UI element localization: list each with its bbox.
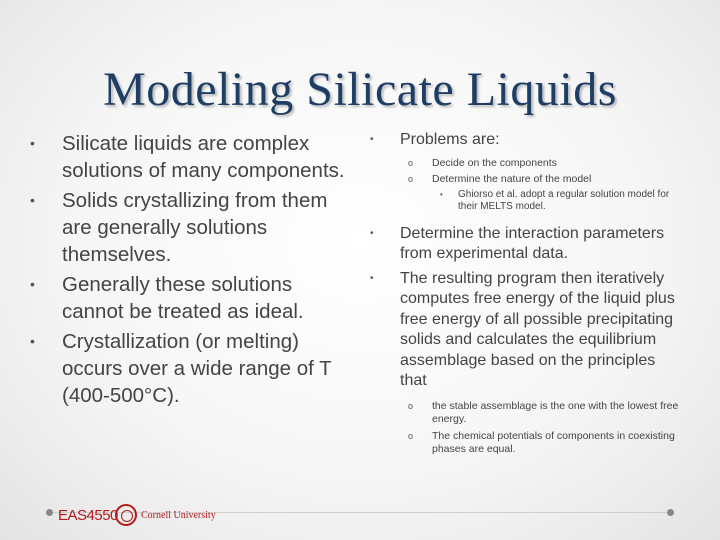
left-bullet: • Silicate liquids are complex solutions of many components. [30, 132, 345, 182]
sub-bullet: o Determine the nature of the model [408, 172, 592, 185]
sub-bullet: o The chemical potentials of components in coexisting phases are equal. [408, 429, 675, 455]
footer-dot-icon [667, 509, 674, 516]
bullet-icon: • [370, 272, 374, 284]
footer-dot-icon [46, 509, 53, 516]
slide-title: Modeling Silicate Liquids [103, 63, 617, 116]
circle-bullet-icon: o [408, 157, 414, 168]
right-bullet: • Determine the interaction parameters from experimental data. [370, 224, 665, 262]
sub-sub-bullet: • Ghiorso et al. adopt a regular solution model for their MELTS model. [440, 188, 670, 212]
right-bullet-column [370, 130, 680, 456]
right-bullet: • Problems are: [370, 130, 680, 151]
circle-bullet-icon: o [408, 173, 414, 184]
sub-bullet: o the stable assemblage is the one with the lowest free energy. [408, 399, 679, 425]
left-bullet: • Generally these solutions cannot be treated as ideal. [30, 273, 304, 323]
bullet-icon: • [370, 227, 374, 239]
left-bullet-column [28, 130, 348, 412]
left-bullet: • Solids crystallizing from them are generally solutions themselves. [30, 189, 328, 266]
left-bullet: • Crystallization (or melting) occurs over a wide range of T (400-500°C). [30, 330, 332, 407]
bullet-icon: • [440, 189, 443, 199]
right-bullet: • The resulting program then iteratively computes free energy of the liquid plus free energy of all possible precipitating solids and calculates the equilibrium assemblage based on the principles that [370, 269, 675, 389]
circle-bullet-icon: o [408, 430, 414, 441]
bullet-icon: • [30, 192, 35, 208]
bullet-icon: • [30, 333, 35, 349]
course-code: EAS4550 [58, 507, 118, 524]
sub-bullet: o Decide on the components [408, 156, 557, 169]
university-name: Cornell University [141, 510, 216, 521]
bullet-icon: • [30, 135, 35, 151]
bullet-icon: • [370, 134, 374, 145]
cornell-seal-icon [115, 504, 137, 526]
bullet-icon: • [30, 276, 35, 292]
circle-bullet-icon: o [408, 400, 414, 411]
